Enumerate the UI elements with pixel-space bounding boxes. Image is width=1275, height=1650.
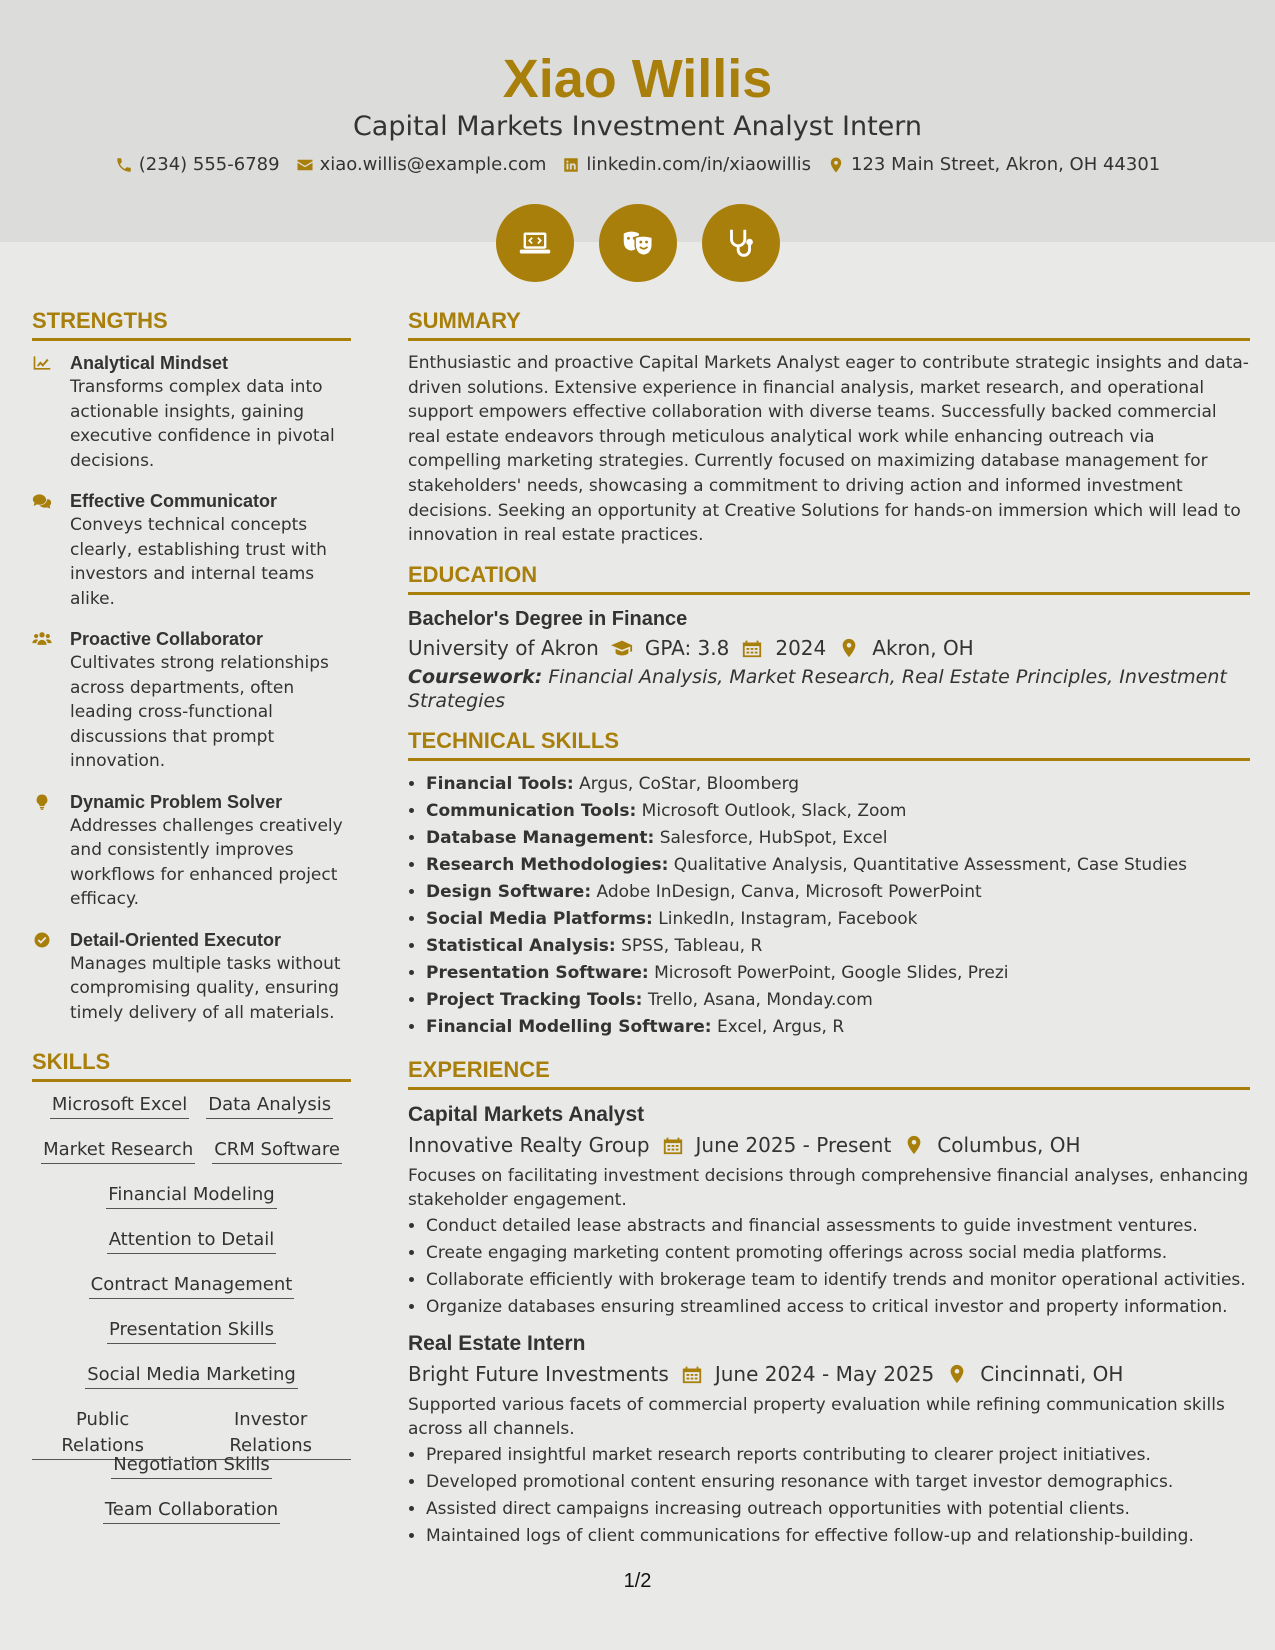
strength-item: [32, 489, 351, 611]
users-icon: [32, 630, 52, 648]
strength-item: [32, 351, 351, 473]
badge-stethoscope: [702, 204, 780, 282]
graduation-year: 2024: [775, 635, 827, 660]
company-name: Bright Future Investments: [408, 1361, 669, 1386]
phone-icon: [115, 156, 133, 174]
strength-desc: Conveys technical concepts clearly, establishing trust with investors and internal teams alike.: [70, 515, 327, 609]
skill-tag: Market Research: [41, 1137, 195, 1164]
summary-text: Enthusiastic and proactive Capital Markets Analyst eager to contribute strategic insights and data-driven solutions. Extensive experience in financial analysis, market research, and operational support empowers effective collaboration with diverse teams. Successfully backed commercial real estate endeavors through meticulous analytical work while enhancing outreach via compelling marketing strategies. Currently focused on maximizing database management for stakeholders' needs, showcasing a commitment to driving action and informed investment decisions. Seeking an opportunity at Creative Solutions for hands-on immersion which will lead to innovation in real estate practices.: [408, 353, 1249, 546]
coursework: [408, 665, 1250, 714]
tech-value: Argus, CoStar, Bloomberg: [579, 773, 800, 794]
contact-phone: [115, 153, 280, 177]
strength-desc: Addresses challenges creatively and consistently improves workflows for enhanced project efficacy.: [70, 815, 343, 909]
linkedin-text[interactable]: linkedin.com/in/xiaowillis: [586, 154, 812, 175]
list-item: • Developed promotional content ensuring resonance with target investor demographics.: [426, 1469, 1250, 1496]
tech-label: Social Media Platforms:: [426, 908, 653, 929]
skill-tag: CRM Software: [212, 1137, 342, 1164]
job-description: Focuses on facilitating investment decisions through comprehensive financial analyses, enhancing stakeholder engagement.: [408, 1165, 1249, 1211]
list-item: [426, 1014, 1250, 1041]
email-text[interactable]: xiao.willis@example.com: [319, 154, 547, 175]
phone-text: (234) 555-6789: [138, 154, 280, 175]
job-title: Real Estate Intern: [408, 1331, 586, 1355]
coursework-label: Coursework:: [408, 665, 543, 688]
skill-tag: Social Media Marketing: [85, 1362, 298, 1389]
skill-tag: Financial Modeling: [106, 1182, 276, 1209]
strength-desc: Cultivates strong relationships across departments, often leading cross-functional discussions that prompt innovation.: [70, 653, 329, 771]
location-pin-icon: [903, 1135, 925, 1155]
strengths-heading: STRENGTHS: [32, 306, 351, 341]
skill-tag: Microsoft Excel: [50, 1092, 189, 1119]
job-location: Columbus, OH: [937, 1132, 1081, 1157]
job-bullets: [408, 1213, 1250, 1321]
strength-desc: Transforms complex data into actionable insights, gaining executive confidence in pivotal decisions.: [70, 377, 335, 471]
skill-tag: Presentation Skills: [107, 1317, 276, 1344]
list-item: [426, 987, 1250, 1014]
technical-skills-list: [408, 771, 1250, 1041]
contact-email[interactable]: [296, 153, 547, 177]
tech-value: LinkedIn, Instagram, Facebook: [658, 908, 918, 929]
coursework-list: Financial Analysis, Market Research, Real Estate Principles, Investment Strategies: [408, 665, 1227, 713]
badge-theater: [599, 204, 677, 282]
contact-linkedin[interactable]: [562, 153, 811, 177]
tech-label: Design Software:: [426, 881, 592, 902]
list-item: [426, 906, 1250, 933]
strength-item: [32, 790, 351, 912]
candidate-title: Capital Markets Investment Analyst Intern: [352, 111, 923, 142]
tech-label: Statistical Analysis:: [426, 935, 616, 956]
school-name: University of Akron: [408, 635, 599, 660]
list-item: • Create engaging marketing content promoting offerings across social media platforms.: [426, 1240, 1250, 1267]
tech-label: Database Management:: [426, 827, 655, 848]
contact-bar: [0, 153, 1275, 177]
job-entry: [408, 1329, 1250, 1550]
skills-heading: SKILLS: [32, 1047, 351, 1082]
location-pin-icon: [838, 638, 860, 658]
tech-label: Financial Modelling Software:: [426, 1016, 712, 1037]
laptop-code-icon: [516, 224, 554, 262]
candidate-name: Xiao Willis: [502, 49, 773, 109]
strength-title: Effective Communicator: [70, 491, 278, 511]
chart-line-icon: [32, 354, 52, 372]
list-item: [426, 798, 1250, 825]
job-meta: [408, 1130, 1250, 1160]
job-title: Capital Markets Analyst: [408, 1102, 645, 1126]
skill-tag: Contract Management: [89, 1272, 295, 1299]
list-item: • Conduct detailed lease abstracts and financial assessments to guide investment ventures.: [426, 1213, 1250, 1240]
list-item: • Assisted direct campaigns increasing outreach opportunities with potential clients.: [426, 1496, 1250, 1523]
job-dates: June 2024 - May 2025: [714, 1361, 935, 1386]
job-location: Cincinnati, OH: [980, 1361, 1124, 1386]
tech-label: Communication Tools:: [426, 800, 637, 821]
interest-badges: [0, 204, 1275, 282]
tech-label: Financial Tools:: [426, 773, 574, 794]
skill-tag: Attention to Detail: [107, 1227, 277, 1254]
tech-value: Microsoft PowerPoint, Google Slides, Prezi: [654, 962, 1009, 983]
right-column: [408, 306, 1250, 1558]
gpa: GPA: 3.8: [644, 635, 730, 660]
location-pin-icon: [946, 1364, 968, 1384]
list-item: [426, 825, 1250, 852]
experience-heading: EXPERIENCE: [408, 1055, 1250, 1090]
lightbulb-icon: [32, 793, 52, 811]
tech-label: Project Tracking Tools:: [426, 989, 643, 1010]
envelope-icon: [296, 156, 314, 174]
skills-list: [32, 1092, 351, 1542]
company-name: Innovative Realty Group: [408, 1132, 650, 1157]
job-description: Supported various facets of commercial property evaluation while refining communication skills across all channels.: [408, 1394, 1225, 1440]
list-item: [426, 879, 1250, 906]
tech-value: Salesforce, HubSpot, Excel: [659, 827, 888, 848]
stethoscope-icon: [722, 224, 760, 262]
location-pin-icon: [827, 156, 845, 174]
summary-heading: SUMMARY: [408, 306, 1250, 341]
badge-laptop: [496, 204, 574, 282]
left-column: [32, 306, 351, 1542]
contact-address: [827, 153, 1160, 177]
tech-value: Qualitative Analysis, Quantitative Assessment, Case Studies: [673, 854, 1188, 875]
linkedin-icon: [562, 156, 580, 174]
degree-title: Bachelor's Degree in Finance: [408, 607, 688, 630]
job-bullets: [408, 1442, 1250, 1550]
skill-tag: Team Collaboration: [103, 1497, 280, 1524]
tech-value: Adobe InDesign, Canva, Microsoft PowerPoint: [596, 881, 982, 902]
comments-icon: [32, 492, 52, 510]
skill-tag: Data Analysis: [206, 1092, 333, 1119]
tech-label: Research Methodologies:: [426, 854, 669, 875]
strength-item: [32, 928, 351, 1026]
job-dates: June 2025 - Present: [695, 1132, 892, 1157]
strength-title: Detail-Oriented Executor: [70, 929, 282, 950]
list-item: • Maintained logs of client communications for effective follow-up and relationship-building.: [426, 1523, 1250, 1550]
calendar-icon: [662, 1135, 684, 1155]
tech-value: SPSS, Tableau, R: [621, 935, 763, 956]
theater-masks-icon: [619, 224, 657, 262]
job-meta: [408, 1359, 1250, 1389]
list-item: • Collaborate efficiently with brokerage team to identify trends and monitor operational activities.: [426, 1267, 1250, 1294]
job-entry: [408, 1100, 1250, 1321]
list-item: [426, 960, 1250, 987]
list-item: • Prepared insightful market research reports contributing to clearer project initiatives.: [426, 1442, 1250, 1469]
strength-title: Proactive Collaborator: [70, 629, 264, 649]
skill-tag: Negotiation Skills: [111, 1452, 272, 1479]
technical-skills-heading: TECHNICAL SKILLS: [408, 726, 1250, 761]
education-heading: EDUCATION: [408, 560, 1250, 595]
page-number: 1/2: [623, 1570, 652, 1592]
tech-value: Trello, Asana, Monday.com: [647, 989, 873, 1010]
education-meta: [408, 633, 1250, 663]
strength-item: [32, 627, 351, 774]
check-circle-icon: [32, 931, 52, 949]
school-location: Akron, OH: [872, 635, 974, 660]
list-item: [426, 933, 1250, 960]
skill-tag: Investor Relations: [190, 1407, 351, 1460]
tech-value: Microsoft Outlook, Slack, Zoom: [641, 800, 907, 821]
calendar-icon: [741, 638, 763, 658]
skill-tag: Public Relations: [32, 1407, 173, 1460]
tech-label: Presentation Software:: [426, 962, 649, 983]
strength-desc: Manages multiple tasks without compromising quality, ensuring timely delivery of all materials.: [70, 953, 341, 1023]
tech-value: Excel, Argus, R: [716, 1016, 845, 1037]
list-item: [426, 852, 1250, 879]
strength-title: Dynamic Problem Solver: [70, 791, 283, 812]
graduation-cap-icon: [611, 638, 633, 658]
list-item: • Organize databases ensuring streamlined access to critical investor and property information.: [426, 1294, 1250, 1321]
calendar-icon: [681, 1364, 703, 1384]
list-item: [426, 771, 1250, 798]
strength-title: Analytical Mindset: [70, 353, 229, 373]
address-text: 123 Main Street, Akron, OH 44301: [851, 154, 1161, 175]
